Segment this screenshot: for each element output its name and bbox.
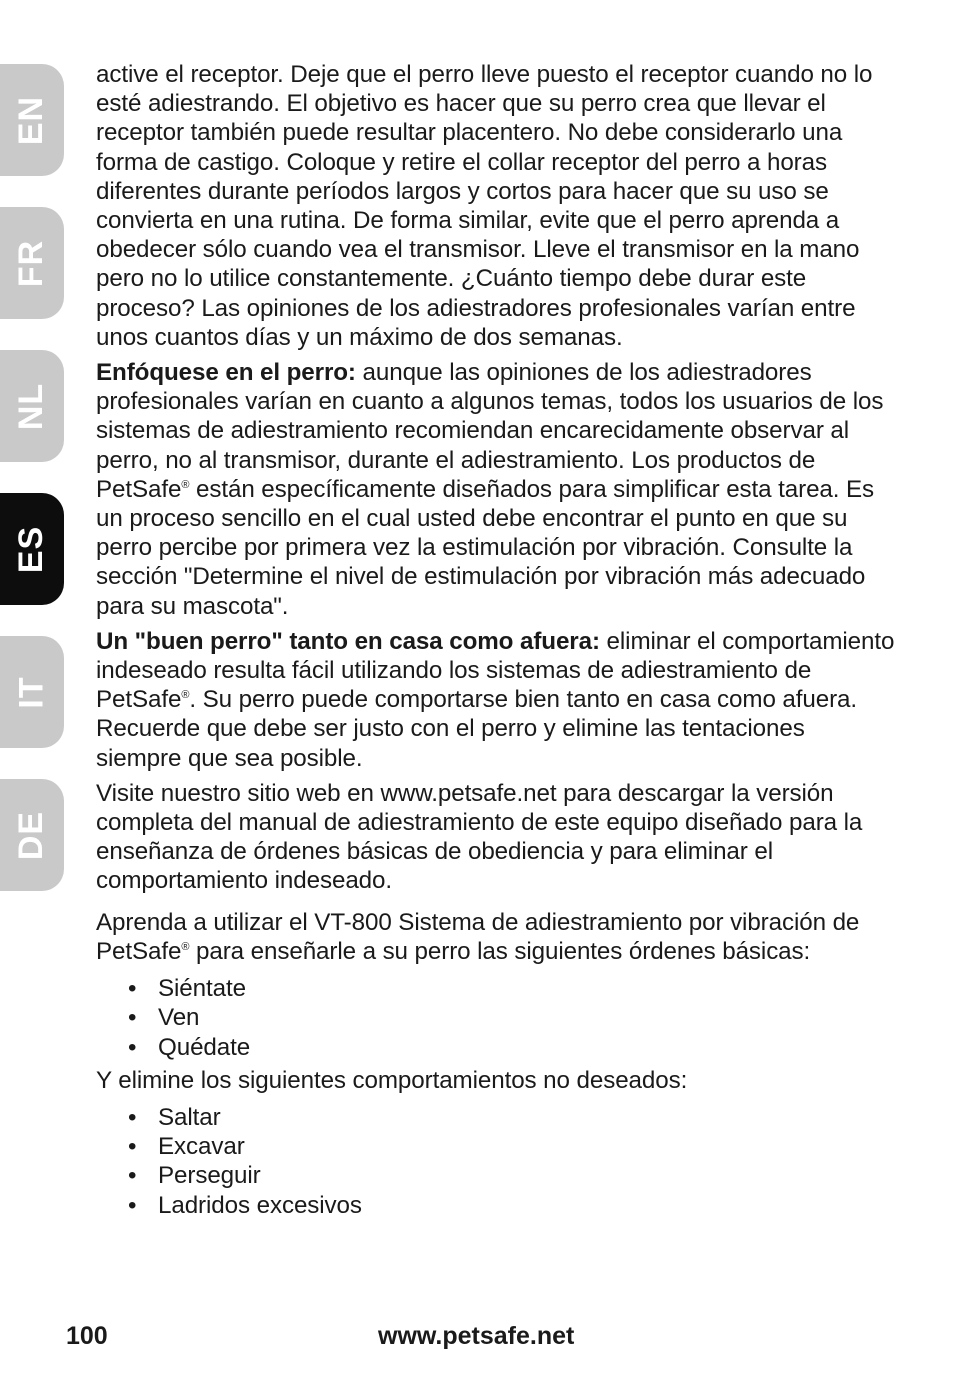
list-item: • Excavar: [128, 1132, 896, 1161]
tab-nl-label: NL: [12, 382, 51, 430]
tab-en-label: EN: [12, 95, 51, 145]
paragraph-focus-dog: [96, 358, 896, 621]
behaviors-intro: Y elimine los siguientes comportamientos no deseados:: [96, 1066, 688, 1094]
list-item: • Siéntate: [128, 974, 896, 1003]
tab-de-label: DE: [12, 810, 51, 860]
page-number: 100: [66, 1322, 108, 1350]
paragraph-good-dog: [96, 627, 896, 773]
list-item: • Quédate: [128, 1033, 896, 1062]
paragraph-focus-dog-heading: Enfóquese en el perro:: [96, 359, 356, 387]
list-item: • Perseguir: [128, 1161, 896, 1190]
tab-it[interactable]: [0, 636, 64, 748]
list-item: • Saltar: [128, 1103, 896, 1132]
paragraph-focus-dog-text-a: aunque las opiniones de los adiestradores profesionales varían en cuanto a algunos temas, todos los usuarios de los sistemas de adiestramiento recomiendan encarecidamente observar al perro, no al transmisor, durante el adiestramiento. Los productos de PetSafe: [96, 359, 884, 503]
paragraph-focus-dog-text-b: están específicamente diseñados para simplificar esta tarea. Es un proceso sencillo en el cual usted debe encontrar el punto en que su perro percibe por primera vez la estimulación por vibración. Consulte la sección "Determine el nivel de estimulación por vibración más adecuado para su mascota".: [96, 475, 875, 620]
registered-mark: ®: [181, 478, 190, 491]
paragraph-learn-text-a: Aprenda a utilizar el VT-800 Sistema de adiestramiento por vibración de PetSafe: [96, 908, 860, 965]
commands-list: [96, 974, 896, 1062]
tab-it-label: IT: [12, 675, 51, 709]
paragraph-learn: [96, 908, 896, 966]
registered-mark: ®: [181, 940, 190, 953]
paragraph-good-dog-text-b: . Su perro puede comportarse bien tanto en casa como afuera. Recuerde que debe ser justo con el perro y elimine las tentaciones siempre que sea posible.: [96, 686, 858, 772]
paragraph-intro: active el receptor. Deje que el perro lleve puesto el receptor cuando no lo esté adiestrando. El objetivo es hacer que su perro crea que llevar el receptor también puede resultar placentero. No debe considerarlo una forma de castigo. Coloque y retire el collar receptor del perro a horas diferentes durante períodos largos y cortos para hacer que su uso se convierta en una rutina. De forma similar, evite que el perro aprenda a obedecer sólo cuando vea el transmisor. Lleve el transmisor en la mano pero no lo utilice constantemente. ¿Cuánto tiempo debe durar este proceso? Las opiniones de los adiestradores profesionales varían entre unos cuantos días y un máximo de dos semanas.: [96, 61, 873, 351]
registered-mark: ®: [181, 689, 190, 702]
tab-fr-label: FR: [12, 239, 51, 287]
manual-body: [96, 60, 896, 1224]
tab-nl[interactable]: [0, 350, 64, 462]
paragraph-learn-text-b: para enseñarle a su perro las siguientes órdenes básicas:: [189, 937, 811, 965]
footer-website-link[interactable]: www.petsafe.net: [378, 1322, 575, 1350]
paragraph-good-dog-text-a: eliminar el comportamiento indeseado resulta fácil utilizando los sistemas de adiestramiento de PetSafe: [96, 627, 895, 714]
list-item: • Ladridos excesivos: [128, 1191, 896, 1220]
list-item: • Ven: [128, 1003, 896, 1032]
tab-en[interactable]: [0, 64, 64, 176]
paragraph-good-dog-heading: Un "buen perro" tanto en casa como afuera:: [96, 627, 600, 655]
tab-es-label: ES: [12, 525, 51, 573]
tab-es[interactable]: [0, 493, 64, 605]
paragraph-website: Visite nuestro sitio web en www.petsafe.net para descargar la versión completa del manual de adiestramiento de este equipo diseñado para la enseñanza de órdenes básicas de obediencia y para eliminar el comportamiento indeseado.: [96, 779, 863, 895]
behaviors-list: [96, 1103, 896, 1220]
tab-de[interactable]: [0, 779, 64, 891]
tab-fr[interactable]: [0, 207, 64, 319]
